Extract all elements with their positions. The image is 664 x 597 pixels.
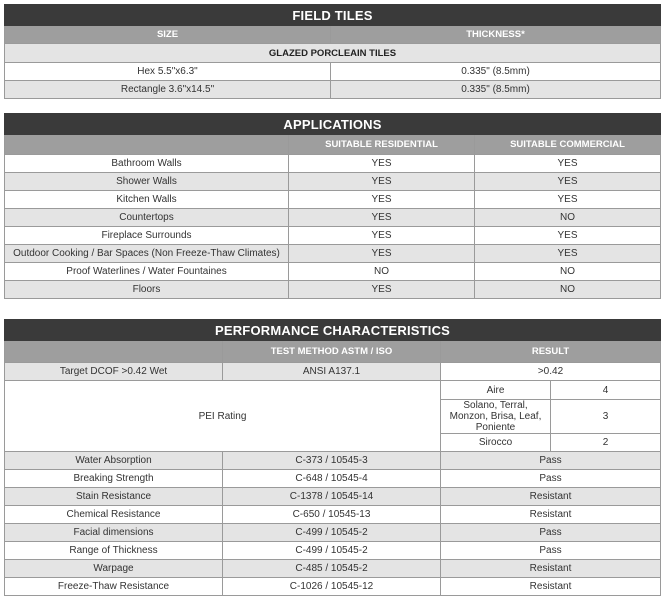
residential-header: SUITABLE RESIDENTIAL — [289, 135, 475, 155]
dcof-method: ANSI A137.1 — [223, 363, 441, 381]
table-row — [5, 488, 661, 506]
applications-table — [4, 113, 661, 299]
test-method-header: TEST METHOD ASTM / ISO — [223, 341, 441, 363]
test-method: C-485 / 10545-2 — [223, 560, 441, 578]
pei-type: Aire — [441, 381, 551, 400]
result-value: Resistant — [441, 488, 661, 506]
result-value: Resistant — [441, 560, 661, 578]
table-row — [5, 209, 661, 227]
thickness-header: THICKNESS* — [331, 26, 661, 44]
table-row — [5, 81, 661, 99]
field-tiles-title: FIELD TILES — [5, 5, 661, 26]
residential-value: YES — [289, 281, 475, 299]
residential-value: YES — [289, 209, 475, 227]
commercial-value: YES — [475, 227, 661, 245]
residential-value: YES — [289, 155, 475, 173]
characteristic-name: Chemical Resistance — [5, 506, 223, 524]
test-method: C-499 / 10545-2 — [223, 524, 441, 542]
table-row — [5, 470, 661, 488]
tile-size: Hex 5.5"x6.3" — [5, 63, 331, 81]
tile-thickness: 0.335" (8.5mm) — [331, 81, 661, 99]
table-row — [5, 452, 661, 470]
test-method: C-373 / 10545-3 — [223, 452, 441, 470]
dcof-result: >0.42 — [441, 363, 661, 381]
test-method: C-648 / 10545-4 — [223, 470, 441, 488]
tile-size: Rectangle 3.6"x14.5" — [5, 81, 331, 99]
commercial-value: NO — [475, 263, 661, 281]
applications-title: APPLICATIONS — [5, 114, 661, 135]
application-header — [5, 135, 289, 155]
table-row — [5, 155, 661, 173]
application-name: Outdoor Cooking / Bar Spaces (Non Freeze-Thaw Climates) — [5, 245, 289, 263]
result-value: Resistant — [441, 578, 661, 596]
performance-title: PERFORMANCE CHARACTERISTICS — [5, 320, 661, 341]
table-row — [5, 281, 661, 299]
table-row — [5, 506, 661, 524]
table-row — [5, 63, 661, 81]
characteristic-name: Water Absorption — [5, 452, 223, 470]
application-name: Shower Walls — [5, 173, 289, 191]
field-tiles-table — [4, 4, 661, 99]
application-name: Floors — [5, 281, 289, 299]
commercial-value: YES — [475, 155, 661, 173]
commercial-value: YES — [475, 191, 661, 209]
table-row — [5, 263, 661, 281]
dcof-name: Target DCOF >0.42 Wet — [5, 363, 223, 381]
characteristic-name: Range of Thickness — [5, 542, 223, 560]
characteristic-name: Facial dimensions — [5, 524, 223, 542]
result-value: Pass — [441, 524, 661, 542]
test-method: C-1026 / 10545-12 — [223, 578, 441, 596]
table-row — [5, 578, 661, 596]
table-row — [5, 560, 661, 578]
tile-thickness: 0.335" (8.5mm) — [331, 63, 661, 81]
residential-value: YES — [289, 245, 475, 263]
table-row — [5, 524, 661, 542]
pei-value: 2 — [551, 434, 661, 452]
table-row — [5, 245, 661, 263]
table-row — [5, 363, 661, 381]
test-method: C-499 / 10545-2 — [223, 542, 441, 560]
result-value: Pass — [441, 470, 661, 488]
result-value: Resistant — [441, 506, 661, 524]
result-value: Pass — [441, 542, 661, 560]
test-method: C-1378 / 10545-14 — [223, 488, 441, 506]
commercial-value: YES — [475, 245, 661, 263]
commercial-value: YES — [475, 173, 661, 191]
table-row — [5, 191, 661, 209]
residential-value: YES — [289, 191, 475, 209]
pei-type: Solano, Terral, Monzon, Brisa, Leaf, Poniente — [441, 400, 551, 434]
pei-type: Sirocco — [441, 434, 551, 452]
table-row — [5, 542, 661, 560]
table-row — [5, 227, 661, 245]
application-name: Proof Waterlines / Water Fountaines — [5, 263, 289, 281]
table-row — [5, 173, 661, 191]
characteristic-name: Warpage — [5, 560, 223, 578]
application-name: Fireplace Surrounds — [5, 227, 289, 245]
test-method: C-650 / 10545-13 — [223, 506, 441, 524]
application-name: Bathroom Walls — [5, 155, 289, 173]
residential-value: YES — [289, 173, 475, 191]
residential-value: YES — [289, 227, 475, 245]
commercial-value: NO — [475, 209, 661, 227]
performance-table — [4, 319, 661, 596]
commercial-value: NO — [475, 281, 661, 299]
characteristic-name: Breaking Strength — [5, 470, 223, 488]
size-header: SIZE — [5, 26, 331, 44]
glazed-porcelain-subheader: GLAZED PORCLEAIN TILES — [5, 44, 661, 63]
residential-value: NO — [289, 263, 475, 281]
result-value: Pass — [441, 452, 661, 470]
commercial-header: SUITABLE COMMERCIAL — [475, 135, 661, 155]
pei-value: 3 — [551, 400, 661, 434]
application-name: Kitchen Walls — [5, 191, 289, 209]
pei-row — [5, 381, 661, 400]
pei-rating-label: PEI Rating — [5, 381, 441, 452]
characteristic-name: Freeze-Thaw Resistance — [5, 578, 223, 596]
characteristic-header — [5, 341, 223, 363]
pei-value: 4 — [551, 381, 661, 400]
result-header: RESULT — [441, 341, 661, 363]
characteristic-name: Stain Resistance — [5, 488, 223, 506]
application-name: Countertops — [5, 209, 289, 227]
